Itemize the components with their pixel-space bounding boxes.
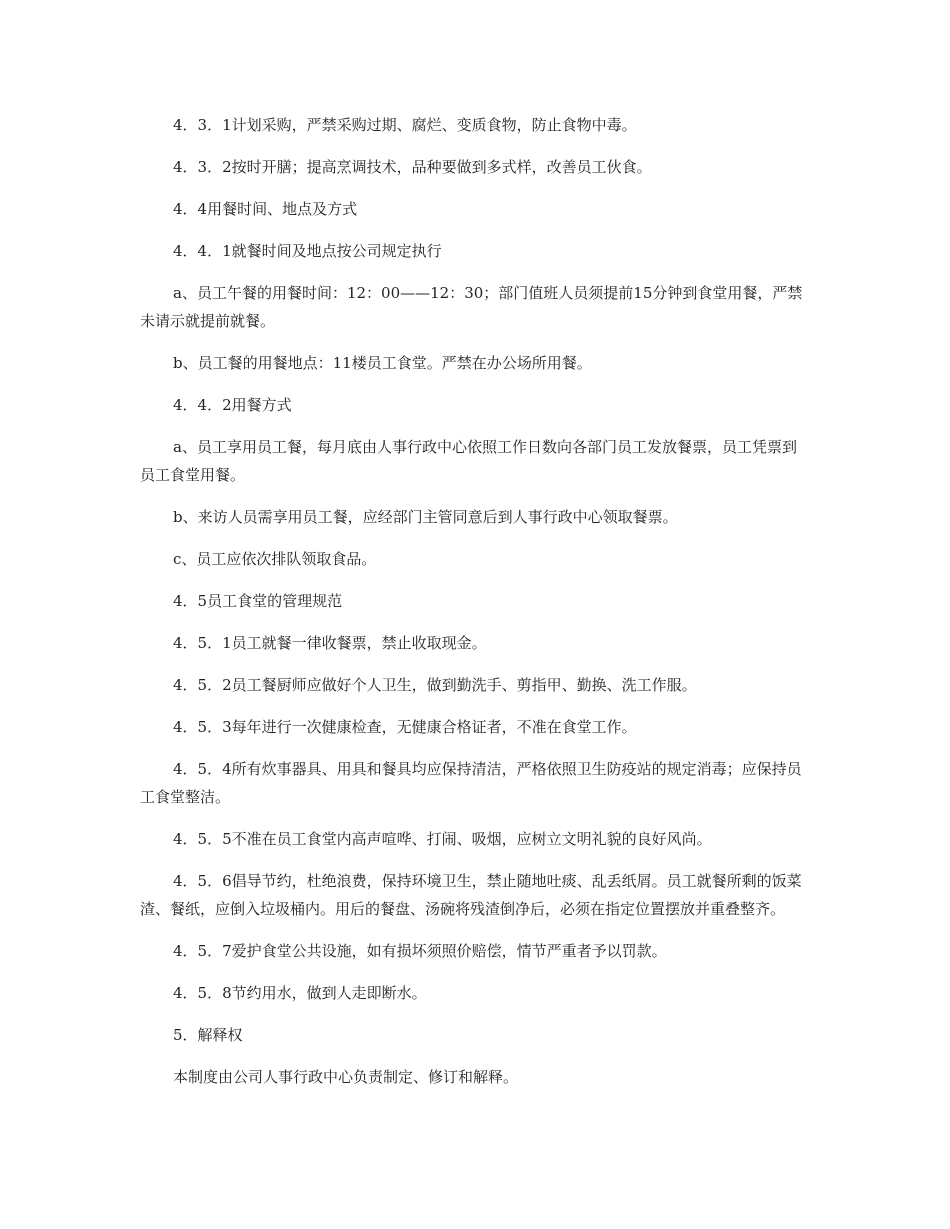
- clause-4-5-4: 4．5．4所有炊事器具、用具和餐具均应保持清洁，严格依照卫生防疫站的规定消毒；应保持员工食堂整洁。: [140, 760, 802, 806]
- clause-4-5-1: 4．5．1员工就餐一律收餐票，禁止收取现金。: [173, 634, 487, 652]
- item-visitor-tickets: b、来访人员需享用员工餐，应经部门主管同意后到人事行政中心领取餐票。: [173, 508, 678, 526]
- item-queue: c、员工应依次排队领取食品。: [173, 550, 377, 568]
- document-body: [140, 111, 810, 1105]
- clause-4-5-7: 4．5．7爱护食堂公共设施，如有损坏须照价赔偿，情节严重者予以罚款。: [173, 942, 667, 960]
- clause-4-5-3: 4．5．3每年进行一次健康检查，无健康合格证者，不准在食堂工作。: [173, 718, 637, 736]
- item-dining-location: b、员工餐的用餐地点：11楼员工食堂。严禁在办公场所用餐。: [173, 354, 592, 372]
- section-heading-4-4: 4．4用餐时间、地点及方式: [173, 200, 358, 218]
- section-heading-4-5: 4．5员工食堂的管理规范: [173, 592, 343, 610]
- clause-4-5-6: 4．5．6倡导节约，杜绝浪费，保持环境卫生，禁止随地吐痰、乱丢纸屑。员工就餐所剩的饭菜渣、餐纸，应倒入垃圾桶内。用后的餐盘、汤碗将残渣倒净后，必须在指定位置摆放并重叠整齐。: [140, 872, 802, 918]
- clause-4-5-8: 4．5．8节约用水，做到人走即断水。: [173, 984, 427, 1002]
- clause-4-5-5: 4．5．5不准在员工食堂内高声喧哗、打闹、吸烟，应树立文明礼貌的良好风尚。: [173, 830, 712, 848]
- section-heading-5: 5．解释权: [173, 1026, 243, 1044]
- clause-4-5-2: 4．5．2员工餐厨师应做好个人卫生，做到勤洗手、剪指甲、勤换、洗工作服。: [173, 676, 697, 694]
- item-meal-tickets: a、员工享用员工餐，每月底由人事行政中心依照工作日数向各部门员工发放餐票，员工凭票到员工食堂用餐。: [140, 438, 797, 484]
- closing-statement: 本制度由公司人事行政中心负责制定、修订和解释。: [173, 1068, 519, 1086]
- clause-4-3-1: 4．3．1计划采购，严禁采购过期、腐烂、变质食物，防止食物中毒。: [173, 116, 637, 134]
- clause-4-4-1: 4．4．1就餐时间及地点按公司规定执行: [173, 242, 442, 260]
- item-lunch-time: a、员工午餐的用餐时间：12：00——12：30；部门值班人员须提前15分钟到食堂用餐，严禁未请示就提前就餐。: [140, 284, 803, 330]
- clause-4-4-2: 4．4．2用餐方式: [173, 396, 292, 414]
- clause-4-3-2: 4．3．2按时开膳；提高烹调技术，品种要做到多式样，改善员工伙食。: [173, 158, 652, 176]
